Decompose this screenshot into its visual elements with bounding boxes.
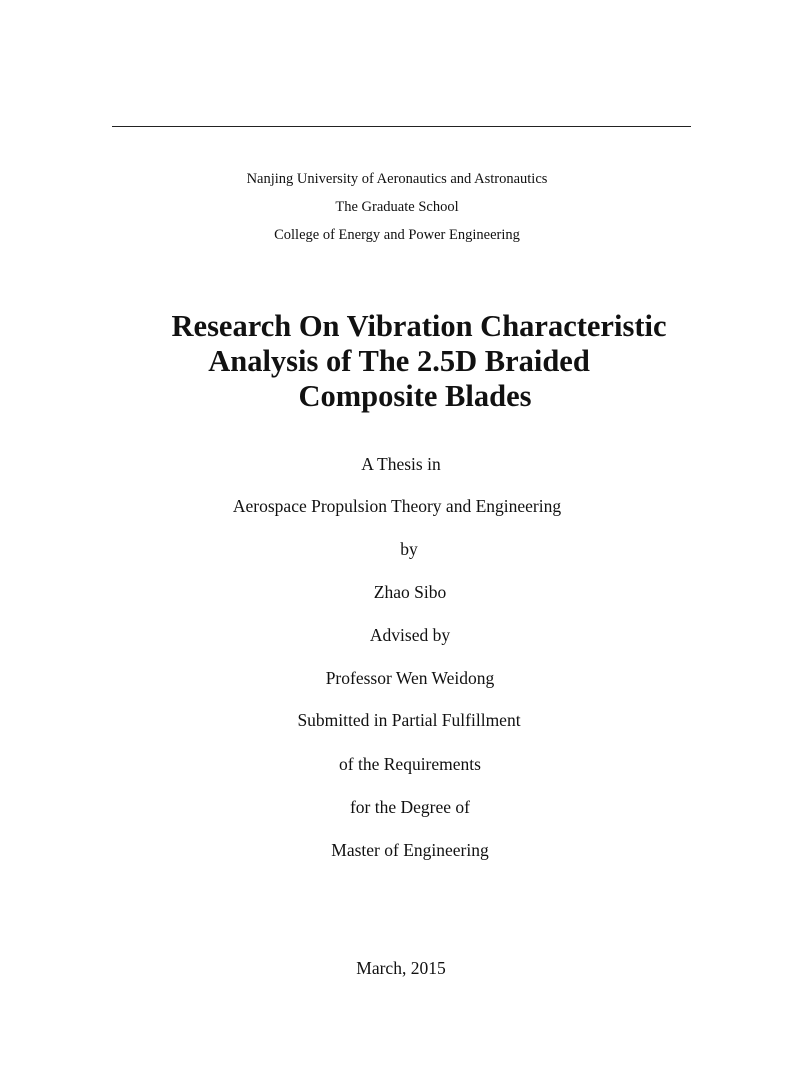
university-name: Nanjing University of Aeronautics and Astronautics [246, 171, 548, 187]
thesis-intro: A Thesis in [361, 454, 441, 474]
thesis-title-line-2: Analysis of The 2.5D Braided [208, 344, 590, 378]
header-rule [112, 126, 691, 127]
degree-for-text: for the Degree of [349, 797, 470, 817]
degree-name: Master of Engineering [331, 840, 489, 860]
college-name: College of Energy and Power Engineering [274, 227, 520, 243]
requirements-text: of the Requirements [339, 754, 481, 774]
submission-statement: Submitted in Partial Fulfillment [297, 710, 521, 730]
thesis-discipline: Aerospace Propulsion Theory and Engineering [232, 496, 562, 516]
thesis-title-line-3: Composite Blades [298, 379, 532, 413]
thesis-title-line-1: Research On Vibration Characteristic [171, 309, 667, 343]
advisor-name: Professor Wen Weidong [325, 668, 495, 688]
thesis-date: March, 2015 [356, 958, 446, 978]
graduate-school: The Graduate School [335, 199, 459, 215]
author-name: Zhao Sibo [373, 582, 447, 602]
by-text: by [400, 539, 418, 559]
advised-by-text: Advised by [369, 625, 451, 645]
